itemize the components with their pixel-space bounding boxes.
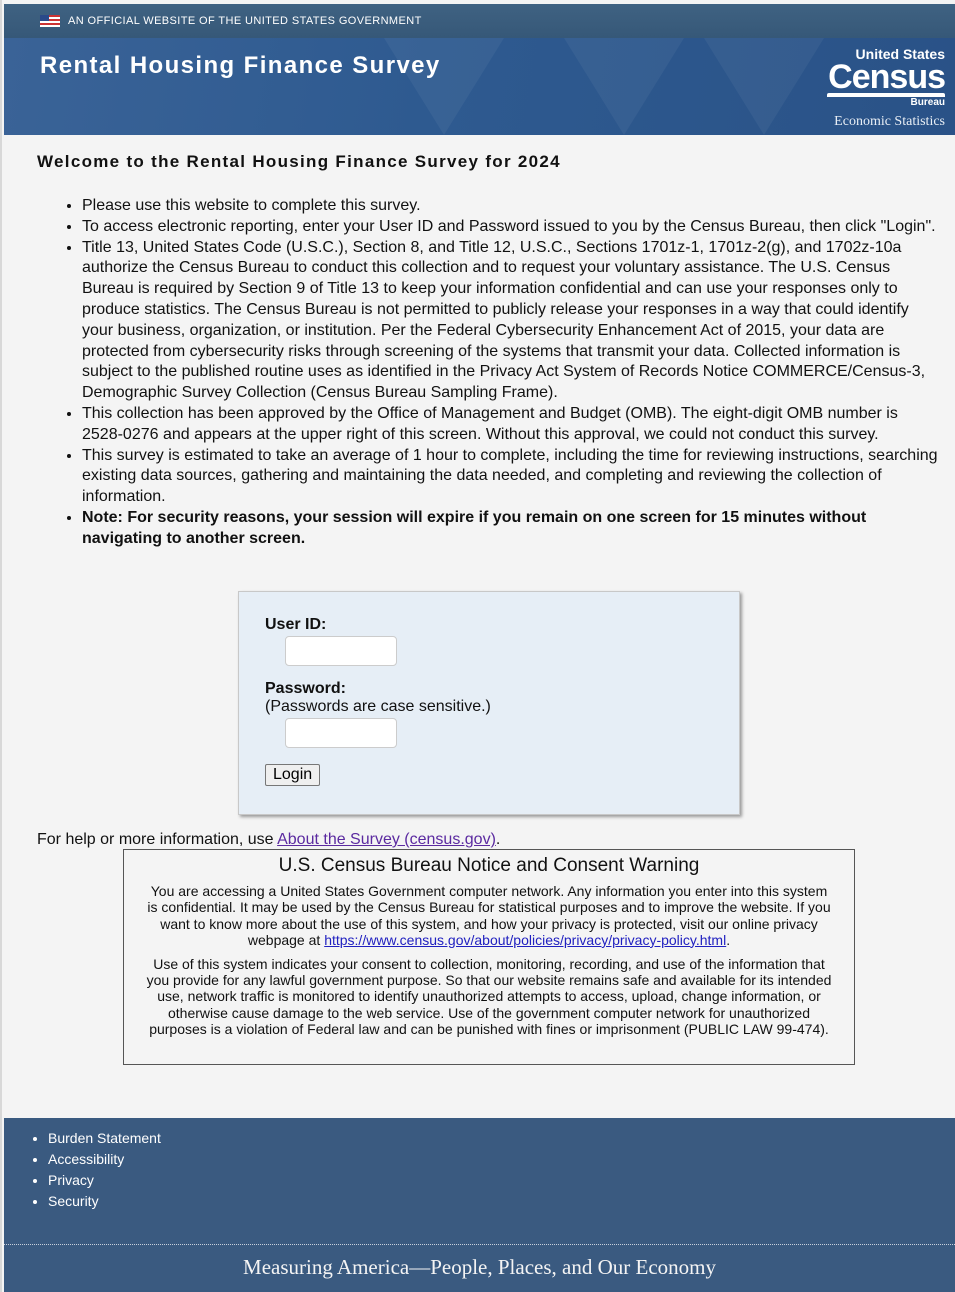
list-item: • To access electronic reporting, enter your User ID and Password issued to you by the Census Bureau, then click "Login". — [82, 217, 942, 238]
help-prefix: For help or more information, use — [37, 831, 278, 848]
footer-tagline: Measuring America—People, Places, and Our Economy — [243, 1255, 716, 1279]
gov-banner-text: AN OFFICIAL WEBSITE OF THE UNITED STATES GOVERNMENT — [68, 15, 422, 27]
password-input[interactable] — [285, 718, 397, 748]
census-logo[interactable] — [827, 46, 945, 130]
notice-paragraph — [146, 883, 832, 948]
footer-link-accessibility[interactable]: • Accessibility — [48, 1149, 161, 1170]
us-flag-icon — [40, 15, 60, 27]
footer-links — [48, 1128, 161, 1212]
list-item: • Please use this website to complete this survey. — [82, 196, 942, 217]
list-item: • This survey is estimated to take an average of 1 hour to complete, including the time for reviewing instructions, searching existing data sources, gathering and maintaining the data needed, and completing and reviewing the collection of information. — [82, 446, 942, 508]
notice-title: U.S. Census Bureau Notice and Consent Warning — [278, 855, 700, 876]
list-item: • Title 13, United States Code (U.S.C.), Section 8, and Title 12, U.S.C., Sections 1701z-1, 1701z-2(g), and 1702z-10a authorize the Census Bureau to conduct this collection and to request your voluntary assistance. The U.S. Census Bureau is required by Section 9 of Title 13 to keep your information confidential and can use your responses only to produce statistics. The Census Bureau is not permitted to publicly release your responses in a way that could identify your business, organization, or institution. Per the Federal Cybersecurity Enhancement Act of 2015, your data are protected from cybersecurity risks through screening of the systems that transmit your data. Collected information is subject to the published routine uses as identified in the Privacy Act System of Records Notice COMMERCE/Census-3, Demographic Survey Collection (Census Bureau Sampling Frame). — [82, 238, 942, 404]
footer — [4, 1118, 955, 1292]
notice-text: You are accessing a United States Government computer network. Any information you enter into this system is confidential. It may be used by the Census Bureau for statistical purposes and to improve the website. If you want to know more about the use of this system, and how your privacy is protected, visit our online privacy webpage at — [147, 883, 831, 948]
password-note: (Passwords are case sensitive.) — [265, 698, 491, 715]
list-item: • This collection has been approved by the Office of Management and Budget (OMB). The eight-digit OMB number is 2528-0276 and appears at the upper right of this screen. Without this approval, we could not conduct this survey. — [82, 404, 942, 446]
help-suffix: . — [495, 831, 501, 848]
logo-line: Census — [828, 58, 945, 96]
help-text — [37, 831, 500, 849]
notice-text: . — [726, 931, 731, 948]
privacy-policy-link[interactable]: https://www.census.gov/about/policies/privacy/privacy-policy.html — [324, 931, 727, 948]
gov-banner — [4, 4, 955, 38]
notice-paragraph: Use of this system indicates your consent to collection, monitoring, recording, and use of the information that you provide for any lawful government purpose. So that our website remains safe and available for its intended use, network traffic is monitored to identify unauthorized attempts to access, upload, change information, or otherwise cause damage to the web service. Use of the government computer network for unauthorized purposes is a violation of Federal law and can be punished with fines or imprisonment (PUBLIC LAW 99-474). — [146, 956, 832, 1037]
logo-line: United States — [855, 46, 945, 62]
footer-link-security[interactable]: • Security — [48, 1191, 161, 1212]
login-button[interactable]: Login — [265, 764, 320, 786]
footer-divider — [4, 1244, 955, 1245]
logo-line: Bureau — [827, 93, 945, 108]
header-banner — [4, 38, 955, 135]
user-id-input[interactable] — [285, 636, 397, 666]
site-title: Rental Housing Finance Survey — [40, 52, 441, 79]
info-list — [82, 196, 942, 550]
welcome-heading: Welcome to the Rental Housing Finance Survey for 2024 — [37, 152, 561, 171]
footer-link-burden[interactable]: • Burden Statement — [48, 1128, 161, 1149]
password-label: Password: — [265, 680, 346, 697]
list-item-note: • Note: For security reasons, your session will expire if you remain on one screen for 15 minutes without navigating to another screen. — [82, 508, 942, 550]
consent-notice — [123, 849, 855, 1065]
footer-link-privacy[interactable]: • Privacy — [48, 1170, 161, 1191]
user-id-label: User ID: — [265, 616, 327, 633]
logo-subtitle: Economic Statistics — [834, 114, 945, 129]
about-survey-link[interactable]: About the Survey (census.gov) — [277, 831, 496, 848]
login-panel — [238, 591, 740, 815]
